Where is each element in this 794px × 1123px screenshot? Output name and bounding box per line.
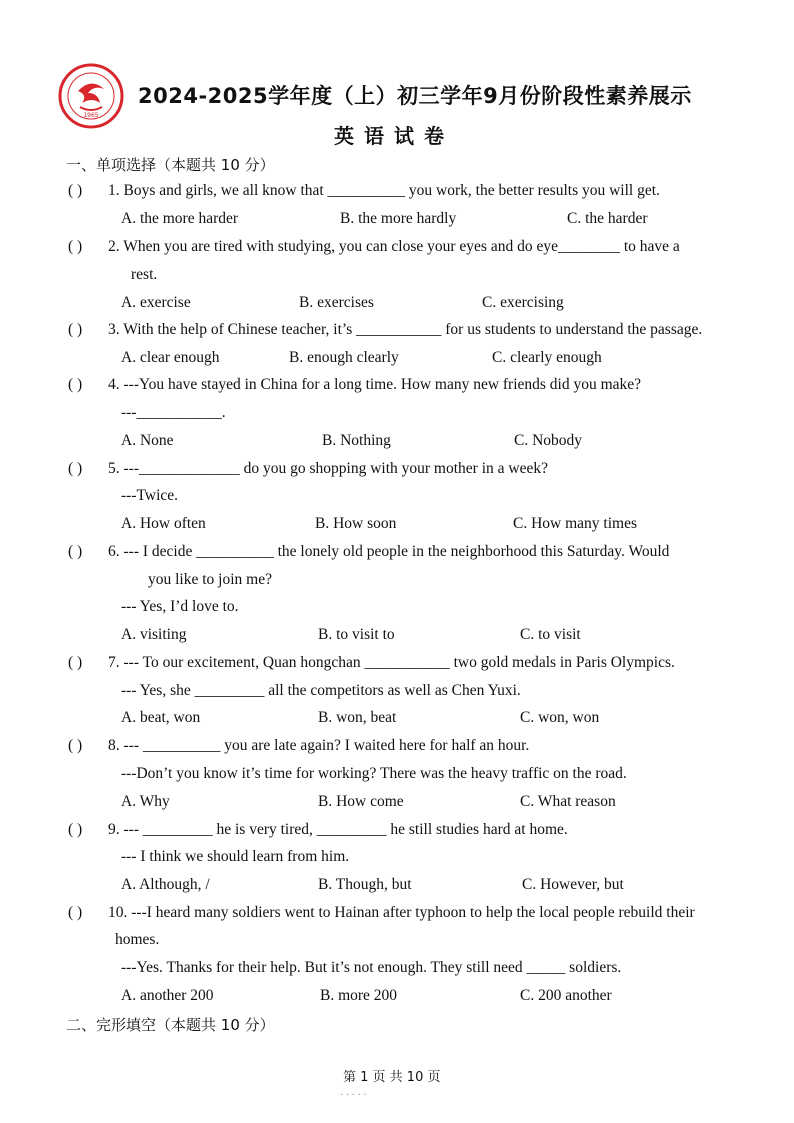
option-a: A. exercise	[121, 294, 191, 311]
option-b: B. more 200	[320, 987, 398, 1004]
option-c: C. 200 another	[520, 987, 612, 1004]
option-c: C. What reason	[520, 793, 616, 810]
option-b: B. enough clearly	[289, 349, 399, 366]
option-b: B. Though, but	[318, 876, 412, 893]
option-a: A. beat, won	[121, 709, 201, 726]
option-c: C. How many times	[513, 515, 637, 532]
page-number: 第 1 页 共 10 页	[343, 1070, 441, 1085]
question-stem-continued: rest.	[131, 266, 158, 283]
option-c: C. the harder	[567, 210, 648, 227]
question-stem: 2. When you are tired with studying, you can close your eyes and do eye________ to have a	[108, 238, 680, 255]
option-a: A. clear enough	[121, 349, 220, 366]
question-stem: 9. --- _________ he is very tired, _________ he still studies hard at home.	[108, 821, 568, 838]
option-a: A. another 200	[121, 987, 214, 1004]
question-stem: 5. ---_____________ do you go shopping with your mother in a week?	[108, 460, 548, 477]
question-reply: ---___________.	[121, 404, 226, 421]
option-b: B. Nothing	[322, 432, 391, 449]
answer-paren[interactable]: ( )	[68, 543, 83, 560]
exam-title: 2024-2025学年度（上）初三学年9月份阶段性素养展示	[138, 84, 692, 108]
option-c: C. However, but	[522, 876, 624, 893]
answer-paren[interactable]: ( )	[68, 182, 83, 199]
option-b: B. How soon	[315, 515, 397, 532]
answer-paren[interactable]: ( )	[68, 737, 83, 754]
option-a: A. visiting	[121, 626, 187, 643]
option-a: A. None	[121, 432, 174, 449]
question-stem: 10. ---I heard many soldiers went to Hainan after typhoon to help the local people rebuild their	[108, 904, 695, 921]
question-reply: ---Yes. Thanks for their help. But it’s not enough. They still need _____ soldiers.	[121, 959, 622, 976]
question-stem-continued: you like to join me?	[148, 571, 272, 588]
section-heading-1: 一、单项选择（本题共 10 分）	[66, 156, 275, 174]
question-reply: ---Twice.	[121, 487, 179, 504]
option-c: C. exercising	[482, 294, 564, 311]
question-stem: 4. ---You have stayed in China for a long time. How many new friends did you make?	[108, 376, 642, 393]
option-c: C. to visit	[520, 626, 581, 643]
question-reply: ---Don’t you know it’s time for working? There was the heavy traffic on the road.	[121, 765, 627, 782]
question-stem: 3. With the help of Chinese teacher, it’s ___________ for us students to understand the passage.	[108, 321, 703, 338]
answer-paren[interactable]: ( )	[68, 904, 83, 921]
option-b: B. the more hardly	[340, 210, 457, 227]
option-c: C. won, won	[520, 709, 600, 726]
answer-paren[interactable]: ( )	[68, 376, 83, 393]
option-c: C. Nobody	[514, 432, 583, 449]
option-a: A. Why	[121, 793, 170, 810]
option-b: B. How come	[318, 793, 404, 810]
svg-text:1965: 1965	[83, 112, 99, 119]
question-stem: 1. Boys and girls, we all know that __________ you work, the better results you will get.	[108, 182, 660, 199]
answer-paren[interactable]: ( )	[68, 460, 83, 477]
option-a: A. the more harder	[121, 210, 239, 227]
question-stem: 7. --- To our excitement, Quan hongchan ___________ two gold medals in Paris Olympics.	[108, 654, 675, 671]
footer-dots: · · · · ·	[340, 1090, 367, 1101]
question-reply: --- Yes, I’d love to.	[121, 598, 239, 615]
option-b: B. exercises	[299, 294, 374, 311]
question-reply: --- Yes, she _________ all the competitors as well as Chen Yuxi.	[121, 682, 521, 699]
question-stem: 8. --- __________ you are late again? I waited here for half an hour.	[108, 737, 530, 754]
answer-paren[interactable]: ( )	[68, 321, 83, 338]
exam-subtitle: 英语试卷	[334, 124, 454, 148]
section-heading-2: 二、完形填空（本题共 10 分）	[66, 1016, 275, 1034]
question-reply: --- I think we should learn from him.	[121, 848, 350, 865]
question-stem: 6. --- I decide __________ the lonely old people in the neighborhood this Saturday. Would	[108, 543, 670, 560]
answer-paren[interactable]: ( )	[68, 238, 83, 255]
answer-paren[interactable]: ( )	[68, 821, 83, 838]
question-stem-continued: homes.	[115, 931, 160, 948]
option-b: B. to visit to	[318, 626, 395, 643]
option-a: A. How often	[121, 515, 206, 532]
school-logo	[58, 63, 124, 129]
option-a: A. Although, /	[121, 876, 210, 893]
option-b: B. won, beat	[318, 709, 397, 726]
answer-paren[interactable]: ( )	[68, 654, 83, 671]
option-c: C. clearly enough	[492, 349, 602, 366]
